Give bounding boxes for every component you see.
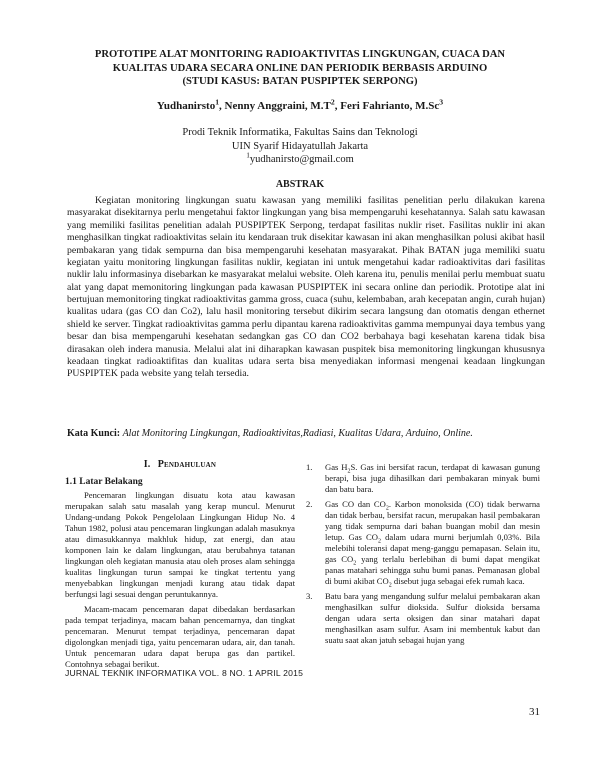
email-text: yudhanirsto@gmail.com [249,154,354,165]
section-number: I. [143,459,151,470]
subsection-heading: 1.1 Latar Belakang [65,477,143,487]
author-email [60,150,540,167]
keywords-label: Kata Kunci: [67,428,121,439]
left-column [65,490,295,674]
author-list: Yudhanirsto$^1$, Nenny Anggraini, $M.T^2$, Feri Fahrianto, M.Sc$^3$ [156,97,444,112]
paper-title [60,48,540,89]
list-item [306,591,540,646]
author-name: Nenny Anggraini, M.T [224,100,331,112]
author-affil-mark: 3 [439,97,444,107]
item-text: S. Gas ini bersifat racun, terdapat di kawasan gunung berapi, bisa juga dihasilkan dari pembakaran minyak bumi dan batu bara. [325,462,540,494]
item-text: disebut juga sebagai efek rumah kaca. [391,576,525,586]
section-heading [65,459,295,470]
item-text: Gas H [325,462,348,472]
abstract-body: Kegiatan monitoring lingkungan suatu kawasan yang memiliki fasilitas penelitian perlu dilakukan karena masyarakat disekitarnya perlu mengetahui faktor lingkungan yang bisa mempengaruhi kesehatannya. Salah satu kawasan yang memiliki fasilitas penelitian adalah PUSPIPTEK Serpong, terdapat fasilitas nuklir riset. Fasilitas nuklir ini akan menghasilkan tingkat radioaktivitas selain itu kendaraan truk disekitar kawasan ini akan menghasilkan polusi akibat hasil pembakaran yang tidak sempurna dan bisa mempengaruhi kesehatan masyarakat. Pihak BATAN juga memiliki suatu kegiatan yaitu monitoring lingkungan fasilitas nuklir, kegiatan ini untuk mengetahui kadar radioaktivitas dari fasilitas nuklir lalu informasinya disebarkan ke masyarakat melalui website. Oleh karena itu, penulis menilai perlu membuat suatu alat yang dapat memonitoring lingkungan pada kawasan PUSPIPTEK ini secara online dan periodik. Prototipe alat ini bertujuan memonitoring tingkat radioaktivitas gamma gross, cuaca (suhu, kelembaban, arah kecepatan angin, curah hujan) kualitas udara (gas CO dan Co2), lalu hasil monitoring tersebut dikirim secara langsung dan otomatis dengan ethernet shield ke server. Tingkat radioaktivitas gamma perlu dipantau karena radioaktivitas gamma mempunyai daya tembus yang besar dan bisa mempengaruhi kesehatan sedangkan gas CO dan CO2 berbahaya bagi kesehatan karena tidak bisa dirasakan oleh indera manusia. Melalui alat ini diharapkan kawasan puspitek bisa memonitoring lingkungan khususnya keadaan tingkat radioaktifitas dan kualitas udara serta bisa menyediakan informasi mengenai keadaan lingkungan PUSPIPTEK pada website yang telah tersedia. [67,195,545,380]
subscript: 2 [347,468,351,475]
item-text: Batu bara yang mengandung sulfur melalui pembakaran akan menghasilkan sulfur dioksida. Sulfur dioksida bersama dengan udara serta oksigen dan sinar matahari dapat menghasilkan asam sulfur. Asam ini membentuk kabut dan suatu saat akan jatuh sebagai hujan yang [325,591,540,645]
body-paragraph: Pencemaran lingkungan disuatu kota atau kawasan merupakan salah satu masalah yang kerap muncul. Menurut Undang-undang Pokok Pengelolaan Lingkungan Hidup No. 4 Tahun 1982, polusi atau pencemaran lingkungan adalah masuknya atau dimasukkannya makhluk hidup, zat energi, dan atau komponen lain ke dalam lingkungan, atau berubahnya tatanan lingkungan oleh kegiatan manusia atau oleh proses alam sehingga kualitas lingkungan turun sampai ke tingkat tertentu yang menyebabkan lingkungan menjadi kurang atau tidak dapat berfungsi lagi sesuai dengan peruntukannya. [65,490,295,599]
author-affil-mark: 1 [215,97,220,107]
item-text: dalam udara murni berjumlah 0,03%. Bila melebihi toleransi dapat meng-ganggu pemapasan. Selain itu, gas CO [325,532,541,564]
author-affil-mark: 2 [330,97,335,107]
page-number: 31 [529,706,540,718]
journal-footer: JURNAL TEKNIK INFORMATIKA VOL. 8 NO. 1 APRIL 2015 [65,668,304,678]
author-name: Feri Fahrianto, M.Sc [340,100,440,112]
title-line: (STUDI KASUS: BATAN PUSPIPTEK SERPONG) [182,76,418,87]
list-number: 1. [306,462,313,472]
list-item [306,462,540,495]
affiliation-line: UIN Syarif Hidayatullah Jakarta [231,140,369,152]
item-text: yang terlalu berlebihan di bumi dapat mengikat panas matahari sehingga suhu bumi panas. Pemanasan global di bumi akibat CO [325,554,540,586]
title-line: KUALITAS UDARA SECARA ONLINE DAN PERIODIK BERBASIS ARDUINO [112,62,488,74]
abstract-heading: ABSTRAK [275,179,325,190]
item-text: . Karbon monoksida (CO) tidak berwarna dan tidak berbau, bersifat racun, merupakan hasil pembakaran yang tidak sempurna dari bahan buangan mobil dan mesin letup. Gas CO [325,499,540,542]
keywords-text: Alat Monitoring Lingkungan, Radioaktivitas,Radiasi, Kualitas Udara, Arduino, Online. [122,428,473,439]
subscript: 2 [353,560,357,567]
subscript: 2 [377,538,381,545]
author-name: Yudhanirsto [156,100,216,112]
list-item [306,499,540,587]
item-text: Gas CO dan CO [325,499,386,509]
list-number: 2. [306,499,313,509]
title-line: PROTOTIPE ALAT MONITORING RADIOAKTIVITAS LINGKUNGAN, CUACA DAN [94,49,506,60]
list-number: 3. [306,591,313,601]
subscript: 2 [385,505,389,512]
keywords-line [67,428,545,439]
subscript: 2 [388,582,392,589]
affiliation-block [60,126,540,167]
section-title: Pendahuluan [157,459,217,470]
email-mark: 1 [246,150,250,160]
body-paragraph: Macam-macam pencemaran dapat dibedakan berdasarkan pada tempat terjadinya, macam bahan pencemarnya, dan tingkat pencemaran. Menurut tempat terjadinya, pencemaran dapat digolongkan menjadi tiga, yaitu pencemaran udara, air, dan tanah. Untuk pencemaran udara dapat berupa gas dan partikel. Contohnya sebagai berikut. [65,604,295,669]
pollutant-list [306,462,540,650]
affiliation-line: Prodi Teknik Informatika, Fakultas Sains dan Teknologi [182,127,418,138]
